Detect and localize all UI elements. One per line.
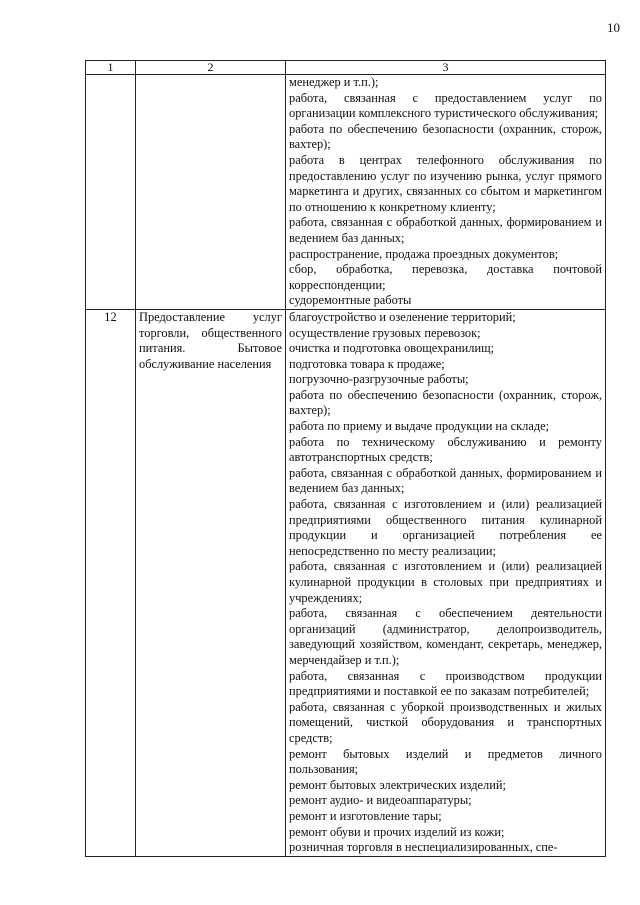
work-item: работа, связанная с обеспечением деятельности организаций (администратор, делопроизводитель, заведующий хозяйством, комендант, секретарь, менеджер, мерчендайзер и т.п.); <box>289 606 602 667</box>
work-item: розничная торговля в неспециализированных, спе- <box>289 840 558 855</box>
column-header-3: 3 <box>286 61 606 75</box>
work-item: работа, связанная с производством продукции предприятиями и поставкой ее по заказам потребителей; <box>289 668 602 699</box>
work-item: работа в центрах телефонного обслуживания по предоставлению услуг по изучению рынка, услуг прямого маркетинга и других, связанных со сбытом и маркетингом по отношению к конкретному клиенту; <box>289 152 602 214</box>
work-item: погрузочно-разгрузочные работы; <box>289 372 469 387</box>
works-list <box>286 309 606 856</box>
work-item: работа по приему и выдаче продукции на складе; <box>289 419 550 434</box>
work-item: очистка и подготовка овощехранилищ; <box>289 341 495 356</box>
occupations-table <box>85 60 606 857</box>
work-item: работа по обеспечению безопасности (охранник, сторож, вахтер); <box>289 387 602 418</box>
table-row <box>86 75 606 310</box>
work-item: благоустройство и озеленение территорий; <box>289 309 516 324</box>
row-number: 12 <box>86 309 136 856</box>
work-item: ремонт и изготовление тары; <box>289 808 442 823</box>
work-item: работа по техническому обслуживанию и ремонту автотранспортных средств; <box>289 434 602 465</box>
work-item: осуществление грузовых перевозок; <box>289 325 481 340</box>
work-item: менеджер и т.п.); <box>289 75 379 89</box>
row-number <box>86 75 136 310</box>
work-item: работа, связанная с уборкой производственных и жилых помещений, чисткой оборудования и транспортных средств; <box>289 699 602 745</box>
work-item: работа, связанная с предоставлением услуг по организации комплексного туристического обслуживания; <box>289 90 602 121</box>
work-item: подготовка товара к продаже; <box>289 356 445 371</box>
service-category <box>136 75 286 310</box>
work-item: распространение, продажа проездных документов; <box>289 246 559 261</box>
work-item: ремонт бытовых изделий и предметов личного пользования; <box>289 746 602 777</box>
table-header <box>86 61 606 75</box>
work-item: ремонт обуви и прочих изделий из кожи; <box>289 824 505 839</box>
column-header-1: 1 <box>86 61 136 75</box>
works-list <box>286 75 606 310</box>
work-item: сбор, обработка, перевозка, доставка почтовой корреспонденции; <box>289 262 602 292</box>
table-row <box>86 309 606 856</box>
work-item: работа по обеспечению безопасности (охранник, сторож, вахтер); <box>289 121 602 152</box>
work-item: работа, связанная с обработкой данных, формированием и ведением баз данных; <box>289 465 602 496</box>
column-header-2: 2 <box>136 61 286 75</box>
table-body <box>86 75 606 857</box>
work-item: работа, связанная с изготовлением и (или) реализацией кулинарной продукции в столовых при предприятиях и учреждениях; <box>289 559 602 605</box>
work-item: судоремонтные работы <box>289 293 412 308</box>
page-number: 10 <box>607 20 620 35</box>
service-category: Предоставление услуг торговли, общественного питания. Бытовое обслуживание населения <box>136 309 286 856</box>
work-item: ремонт аудио- и видеоаппаратуры; <box>289 793 472 808</box>
work-item: работа, связанная с обработкой данных, формированием и ведением баз данных; <box>289 215 602 245</box>
work-item: работа, связанная с изготовлением и (или) реализацией предприятиями общественного питания кулинарной продукции и организацией потребления ее непосредственно по месту реализации; <box>289 497 602 558</box>
work-item: ремонт бытовых электрических изделий; <box>289 777 506 792</box>
